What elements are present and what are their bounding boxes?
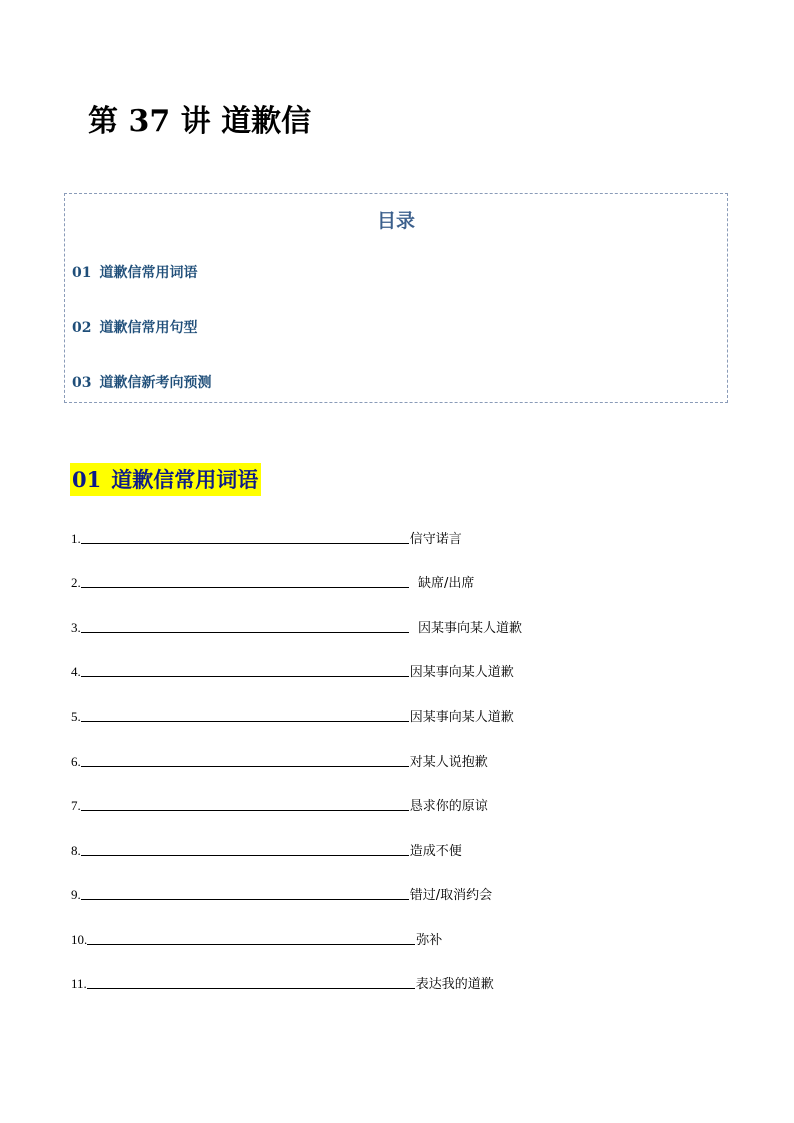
vocab-row [71,881,492,903]
toc-item-label: 道歉信常用词语 [99,265,198,281]
answer-blank[interactable] [81,752,409,767]
toc-heading: 目录 [376,210,415,232]
section-number: 01 [72,467,102,492]
vocab-number: 10. [71,932,88,947]
toc-item-label: 道歉信新考向预测 [99,375,212,391]
vocab-number: 6. [71,754,81,769]
toc-item-number: 02 [72,320,92,336]
toc-item-01[interactable] [72,262,197,282]
toc-item-number: 01 [72,265,92,281]
toc-item-number: 03 [72,375,92,391]
answer-blank[interactable] [81,662,409,677]
vocab-number: 7. [71,798,81,813]
answer-blank[interactable] [87,930,415,945]
vocab-row [71,837,462,859]
vocab-number: 4. [71,664,81,679]
answer-blank[interactable] [81,573,409,588]
answer-blank[interactable] [81,885,409,900]
vocab-number: 2. [71,575,81,590]
page-title: 第 37 讲 道歉信 [88,104,312,139]
vocab-row [71,614,522,636]
vocab-meaning: 缺席/出席 [409,576,475,591]
answer-blank[interactable] [81,796,409,811]
table-of-contents [64,193,728,403]
toc-item-03[interactable] [72,372,211,392]
vocab-meaning: 弥补 [416,933,443,948]
vocab-meaning: 因某事向某人道歉 [409,665,514,680]
vocab-meaning: 对某人说抱歉 [409,755,488,770]
toc-item-02[interactable] [72,317,197,337]
answer-blank[interactable] [81,529,409,544]
vocab-meaning: 因某事向某人道歉 [409,710,514,725]
vocab-number: 9. [71,887,81,902]
vocab-row [71,703,514,725]
vocab-row [71,792,488,814]
vocab-number: 3. [71,620,81,635]
answer-blank[interactable] [81,707,409,722]
vocab-meaning: 表达我的道歉 [415,977,494,992]
answer-blank[interactable] [81,841,409,856]
vocab-meaning: 造成不便 [409,844,462,859]
vocab-row [71,926,442,948]
vocab-number: 5. [71,709,81,724]
section-label: 道歉信常用词语 [111,468,259,492]
vocab-number: 1. [71,531,81,546]
vocab-meaning: 因某事向某人道歉 [409,621,523,636]
vocab-row [71,525,462,547]
vocab-number: 11. [71,976,87,991]
answer-blank[interactable] [81,618,409,633]
vocab-meaning: 恳求你的原谅 [409,799,488,814]
toc-item-label: 道歉信常用句型 [99,320,198,336]
vocab-number: 8. [71,843,81,858]
vocab-row [71,748,488,770]
vocab-meaning: 信守诺言 [409,532,462,547]
vocab-row [71,658,514,680]
vocab-row [71,970,494,992]
vocab-meaning: 错过/取消约会 [409,888,493,903]
answer-blank[interactable] [87,974,415,989]
section-heading-01 [70,463,261,496]
vocab-row [71,569,474,591]
